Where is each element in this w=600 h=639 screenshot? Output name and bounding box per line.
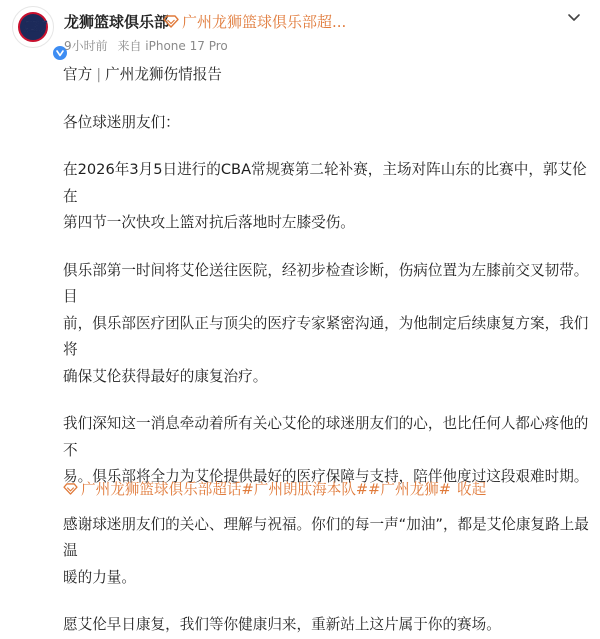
super-topic-label: 广州龙狮篮球俱乐部超... [182, 13, 347, 31]
collapse-button[interactable]: 收起 [457, 481, 487, 498]
avatar[interactable] [12, 6, 54, 48]
paragraph-line: 愿艾伦早日康复，我们等你健康归来，重新站上这片属于你的赛场。 [63, 616, 501, 633]
super-topic-link[interactable] [163, 11, 346, 32]
diamond-icon [63, 483, 78, 495]
paragraph-2 [63, 258, 593, 391]
paragraph-line: 前，俱乐部医疗团队正与顶尖的医疗专家紧密沟通，为他制定后续康复方案，我们将 [63, 314, 589, 358]
paragraph-line: 易。俱乐部将全力为艾伦提供最好的医疗保障与支持，陪伴他度过这段艰难时期。 [63, 468, 589, 485]
paragraph-1 [63, 157, 593, 237]
paragraph-line: 确保艾伦获得最好的康复治疗。 [63, 367, 268, 385]
paragraph-line: 我们深知这一消息牵动着所有关心艾伦的球迷朋友们的心，也比任何人都心疼他的不 [63, 415, 589, 459]
post-body [63, 62, 593, 639]
post-source: 来自 iPhone 17 Pro [117, 39, 228, 53]
post-tags [63, 478, 486, 499]
paragraph-4 [63, 512, 593, 592]
chevron-down-icon[interactable] [566, 12, 582, 24]
author-name[interactable]: 龙狮篮球俱乐部 [64, 13, 170, 31]
hashtag-link[interactable]: #广州朗肽海本队# [241, 481, 369, 498]
title-separator: | [96, 66, 102, 83]
greeting: 各位球迷朋友们： [63, 113, 180, 131]
paragraph-line: 俱乐部第一时间将艾伦送往医院，经初步检查诊断，伤病位置为左膝前交叉韧带。目 [63, 261, 589, 305]
post-header [0, 0, 600, 56]
title-text: 广州龙狮伤情报告 [105, 66, 222, 83]
title-prefix: 官方 [63, 66, 93, 83]
hashtag-link[interactable]: #广州龙狮# [368, 481, 452, 498]
paragraph-line: 感谢球迷朋友们的关心、理解与祝福。你们的每一声“加油”，都是艾伦康复路上最温 [63, 515, 589, 559]
paragraph-line: 暖的力量。 [63, 568, 136, 586]
paragraph-5 [63, 612, 593, 639]
post-meta [64, 37, 234, 54]
avatar-logo-text: 龍獅 [24, 20, 44, 33]
super-topic-tag[interactable]: 广州龙狮篮球俱乐部超话 [81, 481, 242, 498]
diamond-icon [163, 15, 179, 28]
paragraph-line: 在2026年3月5日进行的CBA常规赛第二轮补赛，主场对阵山东的比赛中，郭艾伦在 [63, 161, 587, 205]
paragraph-line: 第四节一次快攻上篮对抗后落地时左膝受伤。 [63, 214, 355, 231]
post-time: 9小时前 [64, 39, 108, 53]
post-title [63, 62, 593, 89]
